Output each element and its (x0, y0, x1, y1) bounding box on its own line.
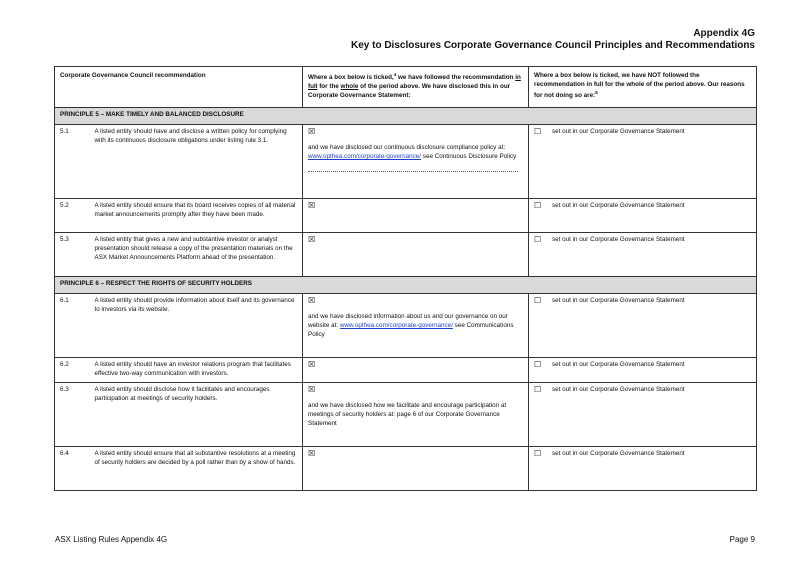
checked-box[interactable]: ☒ (308, 360, 316, 369)
page-number: Page 9 (729, 535, 755, 544)
page-header (255, 28, 755, 54)
rec-number: 6.4 (55, 447, 90, 491)
disclosure-text (308, 144, 523, 162)
rec-number: 5.1 (55, 125, 90, 199)
footer-left: ASX Listing Rules Appendix 4G (55, 535, 168, 544)
rec-text: A listed entity should have and disclose a written policy for complying with its continuous disclosure obligations under listing rule 3.1. (90, 125, 303, 199)
rec-text: A listed entity should provide information about itself and its governance to investors via its website. (90, 294, 303, 358)
rec-number: 5.3 (55, 233, 90, 277)
not-followed-cell (529, 447, 757, 491)
rec-number: 6.2 (55, 358, 90, 383)
dotted-line (308, 170, 518, 172)
na-text: set out in our Corporate Governance Statement (552, 128, 685, 135)
rec-number: 6.1 (55, 294, 90, 358)
table-row (55, 199, 757, 233)
governance-link[interactable]: www.opthea.com/corporate-governance/ (339, 321, 453, 329)
disclosure-text-2: see Continuous Disclosure Policy (421, 152, 517, 160)
header-not-followed (529, 67, 757, 108)
na-text: set out in our Corporate Governance Statement (552, 297, 685, 304)
na-text: set out in our Corporate Governance Statement (552, 386, 685, 393)
governance-link[interactable]: www.opthea.com/corporate-governance/ (308, 152, 422, 160)
header-followed (303, 67, 529, 108)
table-row (55, 447, 757, 491)
unchecked-box[interactable]: ☐ (534, 449, 542, 458)
section-row-principle-5 (55, 108, 757, 125)
governance-table (54, 66, 757, 491)
disclosure-text-1: and we have disclosed our continuous disclosure compliance policy at: (308, 143, 506, 151)
table-row (55, 125, 757, 199)
rec-number: 6.3 (55, 383, 90, 447)
rec-text: A listed entity should ensure that its board receives copies of all material market announcements promptly after they have been made. (90, 199, 303, 233)
table-row (55, 358, 757, 383)
header-followed-in-full: in full (308, 74, 521, 91)
header-followed-whole: whole (340, 83, 359, 91)
checked-box[interactable]: ☒ (308, 201, 316, 210)
rec-text: A listed entity should disclose how it facilitates and encourages participation at meetings of security holders. (90, 383, 303, 447)
na-text: set out in our Corporate Governance Statement (552, 361, 685, 368)
followed-cell (303, 358, 529, 383)
table-row (55, 383, 757, 447)
table-row (55, 294, 757, 358)
not-followed-cell (529, 125, 757, 199)
disclosure-text (308, 313, 523, 340)
na-text: set out in our Corporate Governance Statement (552, 450, 685, 457)
table-header-row (55, 67, 757, 108)
rec-text: A listed entity should ensure that all substantive resolutions at a meeting of security holders are decided by a poll rather than by a show of hands. (90, 447, 303, 491)
section-title: PRINCIPLE 6 – RESPECT THE RIGHTS OF SECURITY HOLDERS (55, 277, 757, 294)
na-text: set out in our Corporate Governance Statement (552, 236, 685, 243)
rec-number: 5.2 (55, 199, 90, 233)
not-followed-cell (529, 233, 757, 277)
appendix-title: Appendix 4G (693, 28, 755, 39)
header-followed-text-1: Where a box below is ticked, (308, 74, 394, 82)
followed-cell (303, 125, 529, 199)
unchecked-box[interactable]: ☐ (534, 127, 542, 136)
header-followed-text-3: for the (317, 83, 341, 91)
followed-cell (303, 383, 529, 447)
unchecked-box[interactable]: ☐ (534, 385, 542, 394)
disclosure-text: and we have disclosed how we facilitate and encourage participation at meetings of security holders at: page 6 of our Corporate Governance Statement (308, 401, 507, 427)
na-text: set out in our Corporate Governance Statement (552, 202, 685, 209)
section-title: PRINCIPLE 5 – MAKE TIMELY AND BALANCED DISCLOSURE (55, 108, 757, 125)
footnote-5: 5 (595, 89, 598, 95)
not-followed-cell (529, 199, 757, 233)
rec-text: A listed entity that gives a new and substantive investor or analyst presentation should release a copy of the presentation materials on the ASX Market Announcements Platform ahead of the presentation. (90, 233, 303, 277)
header-followed-text-2: we have followed the recommendation (396, 74, 516, 82)
checked-box[interactable]: ☒ (308, 449, 316, 458)
not-followed-cell (529, 383, 757, 447)
document-subtitle: Key to Disclosures Corporate Governance Council Principles and Recommendations (351, 40, 755, 51)
header-followed-text-4: of the period above. We have disclosed this in our Corporate Governance Statement: (308, 83, 511, 99)
checked-box[interactable]: ☒ (308, 296, 316, 305)
not-followed-cell (529, 358, 757, 383)
checked-box[interactable]: ☒ (308, 385, 316, 394)
unchecked-box[interactable]: ☐ (534, 235, 542, 244)
not-followed-cell (529, 294, 757, 358)
header-recommendation: Corporate Governance Council recommendation (55, 67, 303, 108)
header-not-followed-text: Where a box below is ticked, we have NOT followed the recommendation in full for the whole of the period above. Our reasons for not doing so are: (534, 72, 745, 99)
disclosure-text-1: and we have disclosed information about us and our governance on our website at: (308, 312, 508, 329)
unchecked-box[interactable]: ☐ (534, 296, 542, 305)
followed-cell (303, 447, 529, 491)
followed-cell (303, 199, 529, 233)
footnote-4: 4 (393, 72, 397, 77)
checked-box[interactable]: ☒ (308, 235, 316, 244)
followed-cell (303, 233, 529, 277)
rec-text: A listed entity should have an investor relations program that facilitates effective two-way communication with investors. (90, 358, 303, 383)
table-row (55, 233, 757, 277)
followed-cell (303, 294, 529, 358)
checked-box[interactable]: ☒ (308, 127, 316, 136)
section-row-principle-6 (55, 277, 757, 294)
unchecked-box[interactable]: ☐ (534, 360, 542, 369)
disclosure-text-2: see Communications Policy (308, 321, 514, 338)
unchecked-box[interactable]: ☐ (534, 201, 542, 210)
